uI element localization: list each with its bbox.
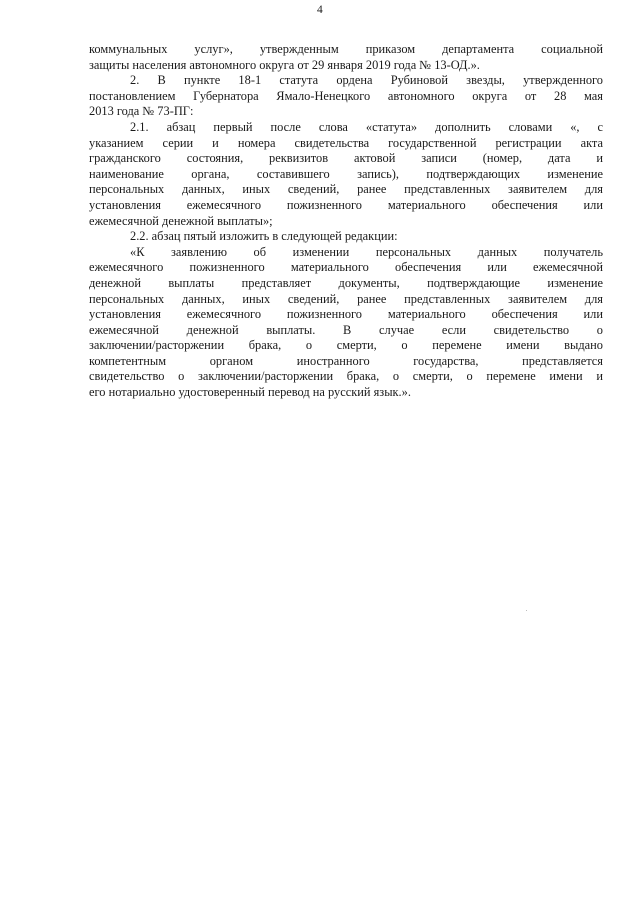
text-line: денежной выплаты представляет документы, подтверждающие изменение bbox=[89, 275, 603, 290]
text-line: свидетельство о заключении/расторжении брака, о смерти, о перемене имени и bbox=[89, 369, 603, 384]
text-line: установления ежемесячного пожизненного материального обеспечения или bbox=[89, 197, 603, 212]
text-line: заключении/расторжении брака, о смерти, о перемене имени выдано bbox=[89, 338, 603, 353]
text-line: его нотариально удостоверенный перевод на русский язык.». bbox=[89, 385, 411, 400]
text-line: постановлением Губернатора Ямало-Ненецкого автономного округа от 28 мая bbox=[89, 88, 603, 103]
text-line: персональных данных, иных сведений, ранее представленных заявителем для bbox=[89, 182, 603, 197]
page-number: 4 bbox=[316, 4, 324, 16]
document-body bbox=[89, 42, 603, 401]
text-line: ежемесячной денежной выплаты»; bbox=[89, 213, 273, 228]
paragraph-2-first-line: 2. В пункте 18-1 статута ордена Рубиновой звезды, утвержденного bbox=[130, 73, 603, 88]
quote-first-line: «К заявлению об изменении персональных данных получатель bbox=[130, 244, 603, 259]
text-line: ежемесячного пожизненного материального обеспечения или ежемесячной bbox=[89, 260, 603, 275]
text-line: 2013 года № 73-ПГ: bbox=[89, 104, 194, 119]
text-line: указанием серии и номера свидетельства государственной регистрации акта bbox=[89, 135, 603, 150]
text-line: компетентным органом иностранного государства, представляется bbox=[89, 353, 603, 368]
paragraph-2-1-first-line: 2.1. абзац первый после слова «статута» дополнить словами «, с bbox=[130, 119, 603, 134]
paragraph-2-2-first-line: 2.2. абзац пятый изложить в следующей редакции: bbox=[130, 229, 398, 244]
text-line: наименование органа, составившего запись), подтверждающих изменение bbox=[89, 166, 603, 181]
text-line: коммунальных услуг», утвержденным приказом департамента социальной bbox=[89, 42, 603, 56]
text-line: персональных данных, иных сведений, ранее представленных заявителем для bbox=[89, 291, 603, 306]
scan-speck bbox=[526, 610, 527, 611]
text-line: установления ежемесячного пожизненного материального обеспечения или bbox=[89, 307, 603, 322]
text-line: защиты населения автономного округа от 29 января 2019 года № 13-ОД.». bbox=[89, 57, 480, 72]
text-line: ежемесячной денежной выплаты. В случае если свидетельство о bbox=[89, 322, 603, 337]
text-line: гражданского состояния, реквизитов актовой записи (номер, дата и bbox=[89, 151, 603, 166]
